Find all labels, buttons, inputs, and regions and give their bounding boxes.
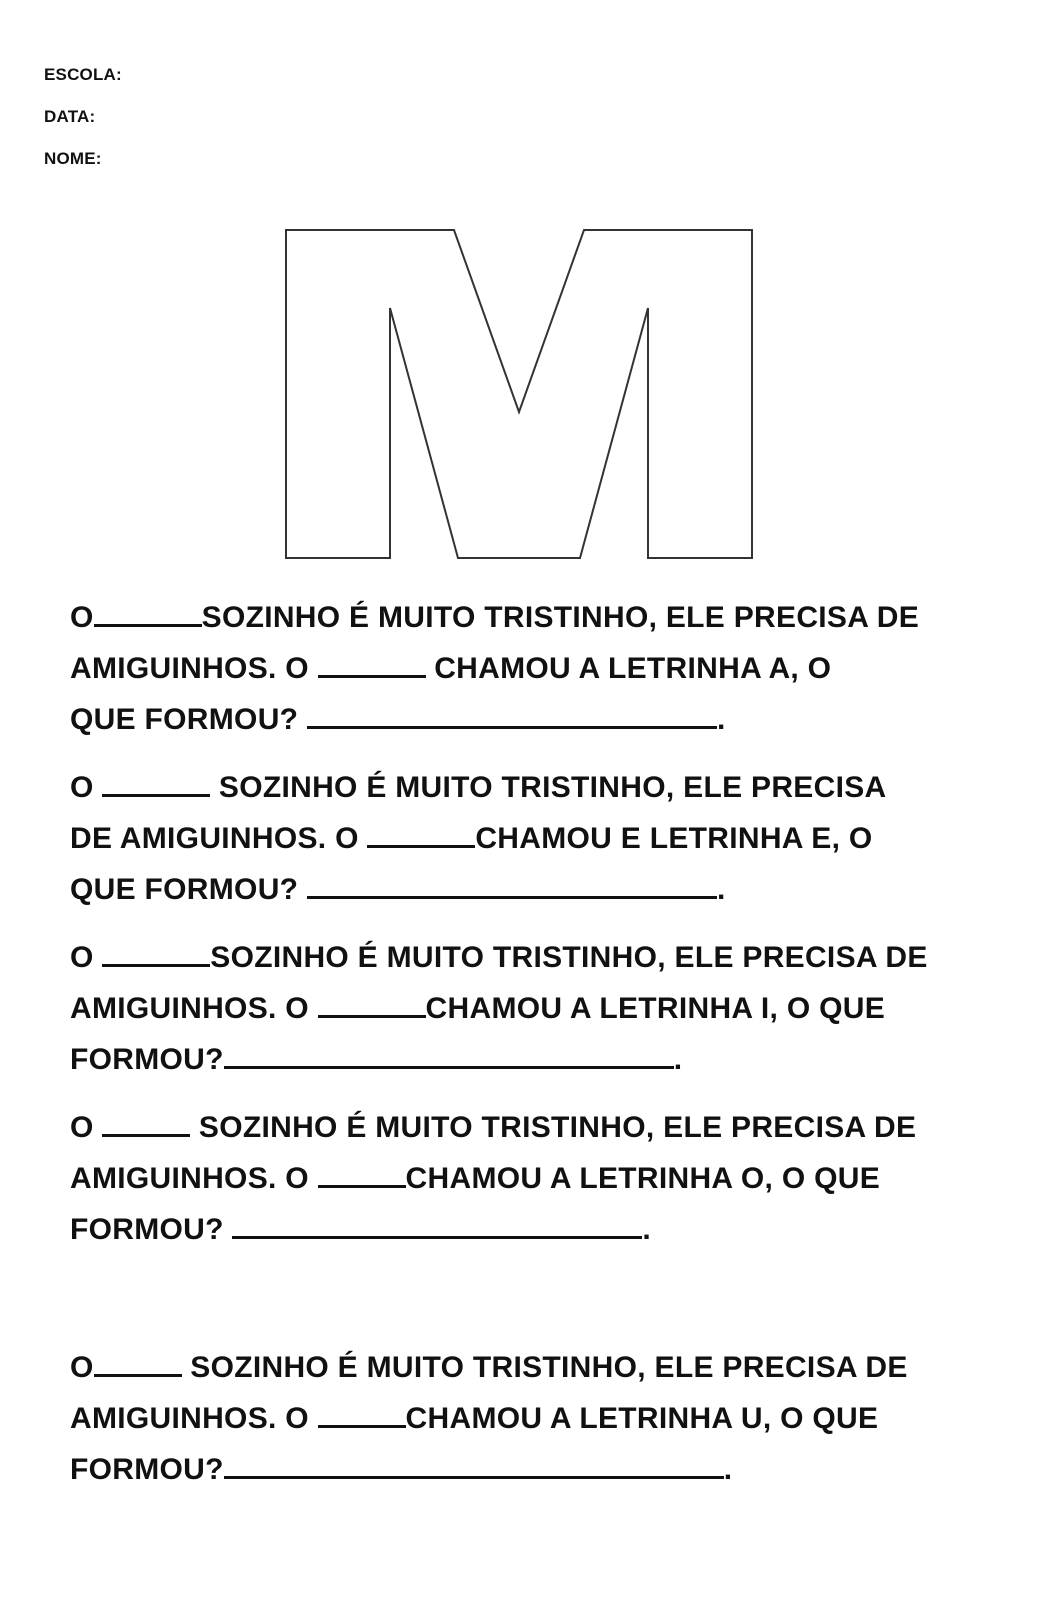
text: FORMOU? <box>70 1453 224 1486</box>
answer-blank[interactable] <box>224 1038 674 1069</box>
answer-blank[interactable] <box>102 1106 190 1137</box>
answer-blank[interactable] <box>318 987 426 1018</box>
text: O <box>70 941 94 974</box>
school-label: ESCOLA: <box>44 65 122 84</box>
text: AMIGUINHOS. O <box>70 652 309 685</box>
name-label: NOME: <box>44 149 102 168</box>
worksheet-header <box>44 62 122 188</box>
text: . <box>673 1043 683 1076</box>
answer-blank[interactable] <box>102 936 210 967</box>
stanza-2 <box>70 762 970 915</box>
text: SOZINHO É MUITO TRISTINHO, ELE PRECISA DE <box>201 601 919 634</box>
text: DE AMIGUINHOS. O <box>70 822 359 855</box>
text: QUE FORMOU? <box>70 873 299 906</box>
text: CHAMOU A LETRINHA U, O QUE <box>405 1402 879 1435</box>
text: . <box>716 873 726 906</box>
text: CHAMOU A LETRINHA O, O QUE <box>405 1162 881 1195</box>
text: O <box>70 601 94 634</box>
text: SOZINHO É MUITO TRISTINHO, ELE PRECISA DE <box>190 1351 908 1384</box>
date-label: DATA: <box>44 107 96 126</box>
letter-m-outline-icon <box>282 226 756 567</box>
text: CHAMOU A LETRINHA I, O QUE <box>425 992 886 1025</box>
stanza-5 <box>70 1342 970 1495</box>
answer-blank[interactable] <box>224 1448 724 1479</box>
text: . <box>642 1213 652 1246</box>
text: . <box>716 703 726 736</box>
answer-blank[interactable] <box>307 698 717 729</box>
answer-blank[interactable] <box>232 1208 642 1239</box>
answer-blank[interactable] <box>318 1397 406 1428</box>
text: CHAMOU E LETRINHA E, O <box>475 822 873 855</box>
answer-blank[interactable] <box>307 868 717 899</box>
stanza-4 <box>70 1102 970 1255</box>
answer-blank[interactable] <box>367 817 475 848</box>
text: CHAMOU A LETRINHA A, O <box>434 652 832 685</box>
answer-blank[interactable] <box>318 647 426 678</box>
text: AMIGUINHOS. O <box>70 992 309 1025</box>
stanza-3 <box>70 932 970 1085</box>
stanza-1 <box>70 592 970 745</box>
text: FORMOU? <box>70 1213 224 1246</box>
answer-blank[interactable] <box>94 596 202 627</box>
text: O <box>70 771 94 804</box>
text: SOZINHO É MUITO TRISTINHO, ELE PRECISA <box>218 771 887 804</box>
text: O <box>70 1351 94 1384</box>
text: FORMOU? <box>70 1043 224 1076</box>
answer-blank[interactable] <box>102 766 210 797</box>
text: . <box>723 1453 733 1486</box>
text: QUE FORMOU? <box>70 703 299 736</box>
text: SOZINHO É MUITO TRISTINHO, ELE PRECISA DE <box>210 941 928 974</box>
text: AMIGUINHOS. O <box>70 1402 309 1435</box>
text: SOZINHO É MUITO TRISTINHO, ELE PRECISA DE <box>198 1111 917 1144</box>
answer-blank[interactable] <box>318 1157 406 1188</box>
text: O <box>70 1111 94 1144</box>
answer-blank[interactable] <box>94 1346 182 1377</box>
text: AMIGUINHOS. O <box>70 1162 309 1195</box>
